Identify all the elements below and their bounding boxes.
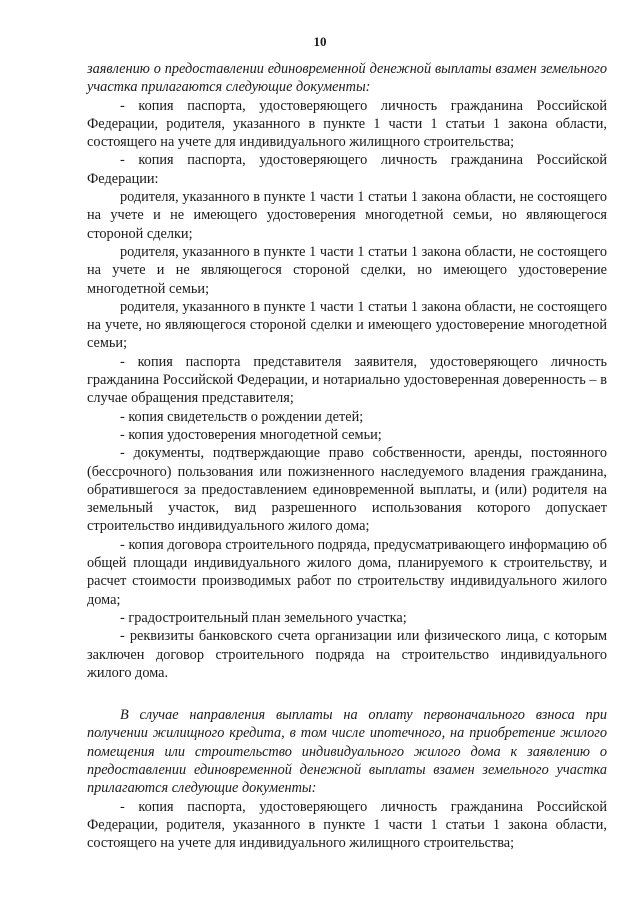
page-number: 10 bbox=[313, 34, 327, 49]
list-item: родителя, указанного в пункте 1 части 1 статьи 1 закона области, не состоящего на учете, но являющегося стороной сделки и имеющего удостоверение многодетной семьи; bbox=[87, 298, 607, 352]
list-item: - градостроительный план земельного участка; bbox=[120, 609, 407, 626]
list-item: - реквизиты банковского счета организации или физического лица, с которым заключен договор строительного подряда на строительство индивидуального жилого дома. bbox=[87, 628, 607, 681]
document-body bbox=[87, 60, 607, 852]
list-item: - копия удостоверения многодетной семьи; bbox=[120, 426, 382, 443]
list-item: - копия свидетельств о рождении детей; bbox=[120, 408, 364, 425]
list-item: - копия договора строительного подряда, предусматривающего информацию об общей площади индивидуального жилого дома, планируемого к строительству, и расчет стоимости производимых работ по строительству индивидуального жилого дома; bbox=[87, 536, 607, 608]
list-item: - копия паспорта, удостоверяющего личность гражданина Российской Федерации: bbox=[87, 152, 607, 187]
list-item: - документы, подтверждающие право собственности, аренды, постоянного (бессрочного) пользования или пожизненного наследуемого владения гражданина, обратившегося за предоставлением единовременной выплаты, и (или) родителя на земельный участок, вид разрешенного использования которого допускает строительство индивидуального жилого дома; bbox=[87, 445, 607, 535]
list-item: родителя, указанного в пункте 1 части 1 статьи 1 закона области, не состоящего на учете и не имеющего удостоверения многодетной семьи, но являющегося стороной сделки; bbox=[87, 189, 607, 242]
list-item: - копия паспорта, удостоверяющего личность гражданина Российской Федерации, родителя, указанного в пункте 1 части 1 статьи 1 закона области, состоящего на учете для индивидуального жилищного строительства; bbox=[87, 798, 607, 852]
section1-intro: заявлению о предоставлении единовременной денежной выплаты взамен земельного участка прилагаются следующие документы: bbox=[87, 61, 607, 96]
section2-intro: В случае направления выплаты на оплату первоначального взноса при получении жилищного кредита, в том числе ипотечного, на приобретение жилого помещения или строительство индивидуального жилого дома к заявлению о предоставлении единовременной денежной выплаты взамен земельного участка прилагаются следующие документы: bbox=[87, 707, 607, 797]
list-item: - копия паспорта, удостоверяющего личность гражданина Российской Федерации, родителя, указанного в пункте 1 части 1 статьи 1 закона области, состоящего на учете для индивидуального жилищного строительства; bbox=[87, 97, 607, 151]
section-gap bbox=[87, 682, 607, 706]
list-item: родителя, указанного в пункте 1 части 1 статьи 1 закона области, не состоящего на учете и не являющегося стороной сделки, но имеющего удостоверение многодетной семьи; bbox=[87, 243, 607, 297]
list-item: - копия паспорта представителя заявителя, удостоверяющего личность гражданина Российской Федерации, и нотариально удостоверенная доверенность – в случае обращения представителя; bbox=[87, 353, 607, 407]
